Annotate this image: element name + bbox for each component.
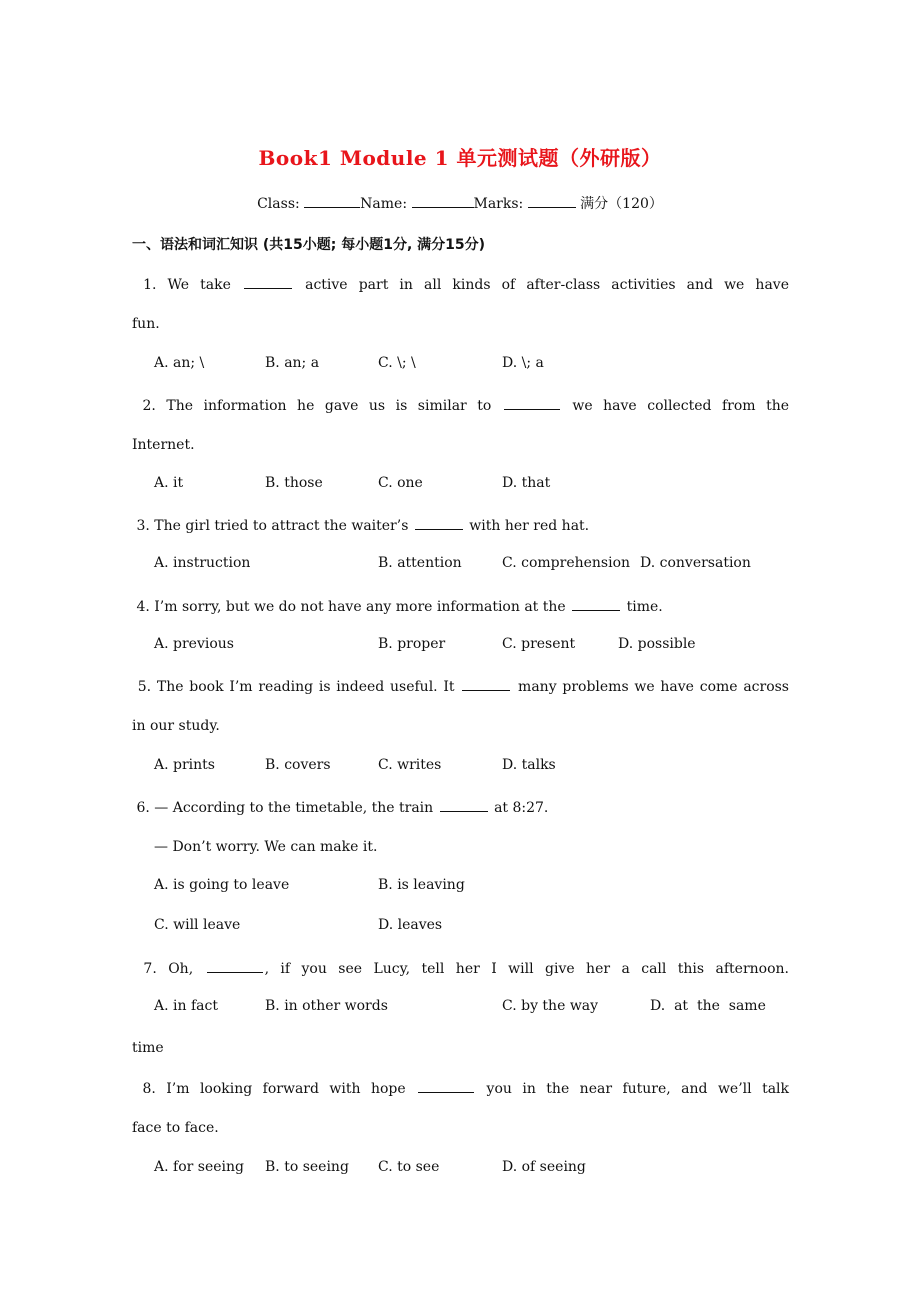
name-blank [412, 193, 474, 208]
question-8: 8. I’m looking forward with hope you in the near future, and we’ll talk [132, 1078, 789, 1099]
q4-option-a: A. previous [154, 636, 234, 652]
q5-option-b: B. covers [265, 757, 331, 773]
answer-blank [244, 274, 292, 289]
q1-option-c: C. \; \ [378, 355, 416, 371]
q1-option-b: B. an; a [265, 355, 320, 371]
q3-option-c: C. comprehension [502, 555, 631, 571]
name-label: Name: [360, 196, 412, 212]
question-5-continuation: in our study. [132, 718, 220, 734]
marks-blank [528, 193, 576, 208]
answer-blank [207, 958, 263, 973]
q3-option-d: D. conversation [640, 555, 751, 571]
q5-option-a: A. prints [154, 757, 215, 773]
q7-option-c: C. by the way [502, 998, 599, 1014]
q2-option-a: A. it [154, 475, 184, 491]
q8-option-b: B. to seeing [265, 1159, 349, 1175]
q4-option-b: B. proper [378, 636, 446, 652]
q5-option-d: D. talks [502, 757, 556, 773]
document-title: Book1 Module 1 单元测试题（外研版） [258, 146, 662, 170]
question-2-continuation: Internet. [132, 437, 195, 453]
full-marks: 满分（120） [575, 196, 663, 212]
class-blank [304, 193, 360, 208]
q8-option-d: D. of seeing [502, 1159, 586, 1175]
answer-blank [572, 596, 620, 611]
q6-option-c: C. will leave [154, 917, 241, 933]
marks-label: Marks: [473, 196, 528, 212]
answer-blank [418, 1078, 474, 1093]
q6-option-b: B. is leaving [378, 877, 465, 893]
answer-blank [504, 395, 560, 410]
question-4: 4. I’m sorry, but we do not have any more information at the time. [132, 596, 789, 617]
q7-option-d: D. at the same [650, 998, 766, 1014]
answer-blank [415, 515, 463, 530]
question-6: 6. — According to the timetable, the train at 8:27. [132, 797, 789, 818]
q3-option-a: A. instruction [154, 555, 251, 571]
q8-option-c: C. to see [378, 1159, 440, 1175]
q2-option-b: B. those [265, 475, 323, 491]
question-5: 5. The book I’m reading is indeed useful. It many problems we have come across [132, 676, 789, 697]
q8-option-a: A. for seeing [154, 1159, 244, 1175]
q7-option-d-continuation: time [132, 1040, 164, 1056]
class-label: Class: [257, 196, 305, 212]
question-1-continuation: fun. [132, 316, 160, 332]
question-1: 1. We take active part in all kinds of after-class activities and we have [132, 274, 789, 295]
q4-option-c: C. present [502, 636, 576, 652]
q2-option-c: C. one [378, 475, 423, 491]
answer-blank [440, 797, 488, 812]
q2-option-d: D. that [502, 475, 551, 491]
question-2: 2. The information he gave us is similar to we have collected from the [132, 395, 789, 416]
section-heading: 一、语法和词汇知识 (共15小题; 每小题1分, 满分15分) [132, 237, 486, 253]
q5-option-c: C. writes [378, 757, 442, 773]
answer-blank [462, 676, 510, 691]
q6-option-d: D. leaves [378, 917, 443, 933]
q3-option-b: B. attention [378, 555, 462, 571]
question-6-reply: — Don’t worry. We can make it. [154, 839, 378, 855]
question-8-continuation: face to face. [132, 1120, 219, 1136]
q7-option-a: A. in fact [154, 998, 218, 1014]
q1-option-d: D. \; a [502, 355, 544, 371]
q4-option-d: D. possible [618, 636, 696, 652]
student-info-line [0, 193, 920, 213]
question-3: 3. The girl tried to attract the waiter’s with her red hat. [132, 515, 789, 536]
q7-option-b: B. in other words [265, 998, 388, 1014]
question-7: 7. Oh, , if you see Lucy, tell her I will give her a call this afternoon. [132, 958, 789, 979]
q1-option-a: A. an; \ [154, 355, 205, 371]
q6-option-a: A. is going to leave [154, 877, 290, 893]
